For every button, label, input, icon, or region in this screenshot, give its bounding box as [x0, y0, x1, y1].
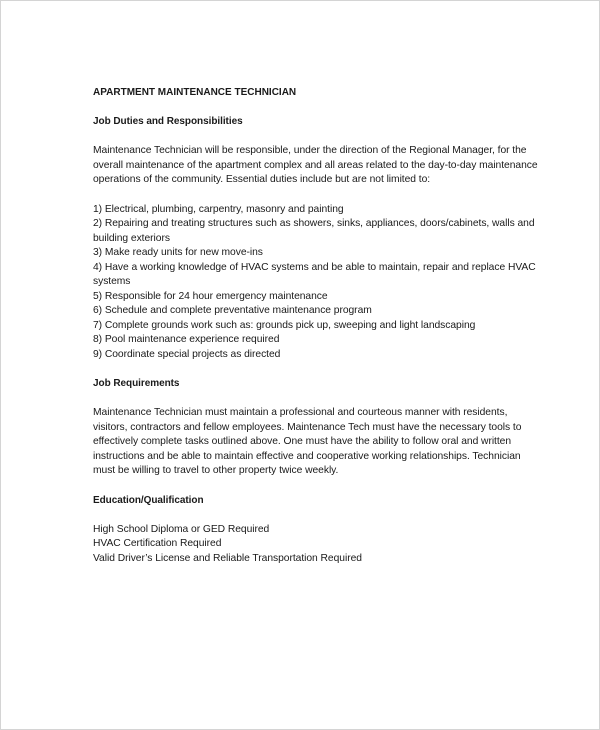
section-heading-requirements: Job Requirements — [93, 378, 180, 389]
duty-item: 3) Make ready units for new move-ins — [93, 247, 263, 258]
duty-item: 5) Responsible for 24 hour emergency maintenance — [93, 290, 328, 302]
section-heading-education: Education/Qualification — [93, 494, 204, 506]
duty-item: 4) Have a working knowledge of HVAC systems and be able to maintain, repair and replace HVAC systems — [93, 261, 536, 287]
duty-item: 1) Electrical, plumbing, carpentry, masonry and painting — [93, 203, 344, 215]
education-item: Valid Driver’s License and Reliable Transportation Required — [93, 552, 362, 564]
document-content — [93, 86, 543, 566]
section-heading-duties: Job Duties and Responsibilities — [93, 116, 243, 127]
spacer — [93, 188, 543, 203]
spacer — [93, 479, 543, 494]
spacer — [93, 100, 543, 115]
duties-list — [93, 203, 543, 363]
requirements-paragraph: Maintenance Technician must maintain a professional and courteous manner with residents, visitors, contractors and fellow employees. Maintenance Tech must have the necessary tools to effectively complete tasks outlined above. One must have the ability to follow oral and written instructions and be able to maintain effective and cooperative working relationships. Technician must be willing to travel to other property twice weekly. — [93, 407, 522, 476]
spacer — [93, 391, 543, 406]
duty-item: 9) Coordinate special projects as directed — [93, 348, 281, 360]
education-item: High School Diploma or GED Required — [93, 523, 270, 535]
duty-item: 6) Schedule and complete preventative maintenance program — [93, 305, 372, 316]
education-item: HVAC Certification Required — [93, 538, 222, 549]
duty-item: 7) Complete grounds work such as: grounds pick up, sweeping and light landscaping — [93, 319, 476, 331]
education-list — [93, 523, 543, 567]
spacer — [93, 508, 543, 523]
spacer — [93, 362, 543, 377]
duty-item: 8) Pool maintenance experience required — [93, 334, 280, 345]
spacer — [93, 129, 543, 144]
duty-item: 2) Repairing and treating structures such as showers, sinks, appliances, doors/cabinets, walls and building exteriors — [93, 218, 535, 244]
document-title: APARTMENT MAINTENANCE TECHNICIAN — [93, 87, 297, 98]
duties-intro-paragraph: Maintenance Technician will be responsible, under the direction of the Regional Manager, for the overall maintenance of the apartment complex and all areas related to the day-to-day maintenance operations of the community. Essential duties include but are not limited to: — [93, 145, 538, 185]
